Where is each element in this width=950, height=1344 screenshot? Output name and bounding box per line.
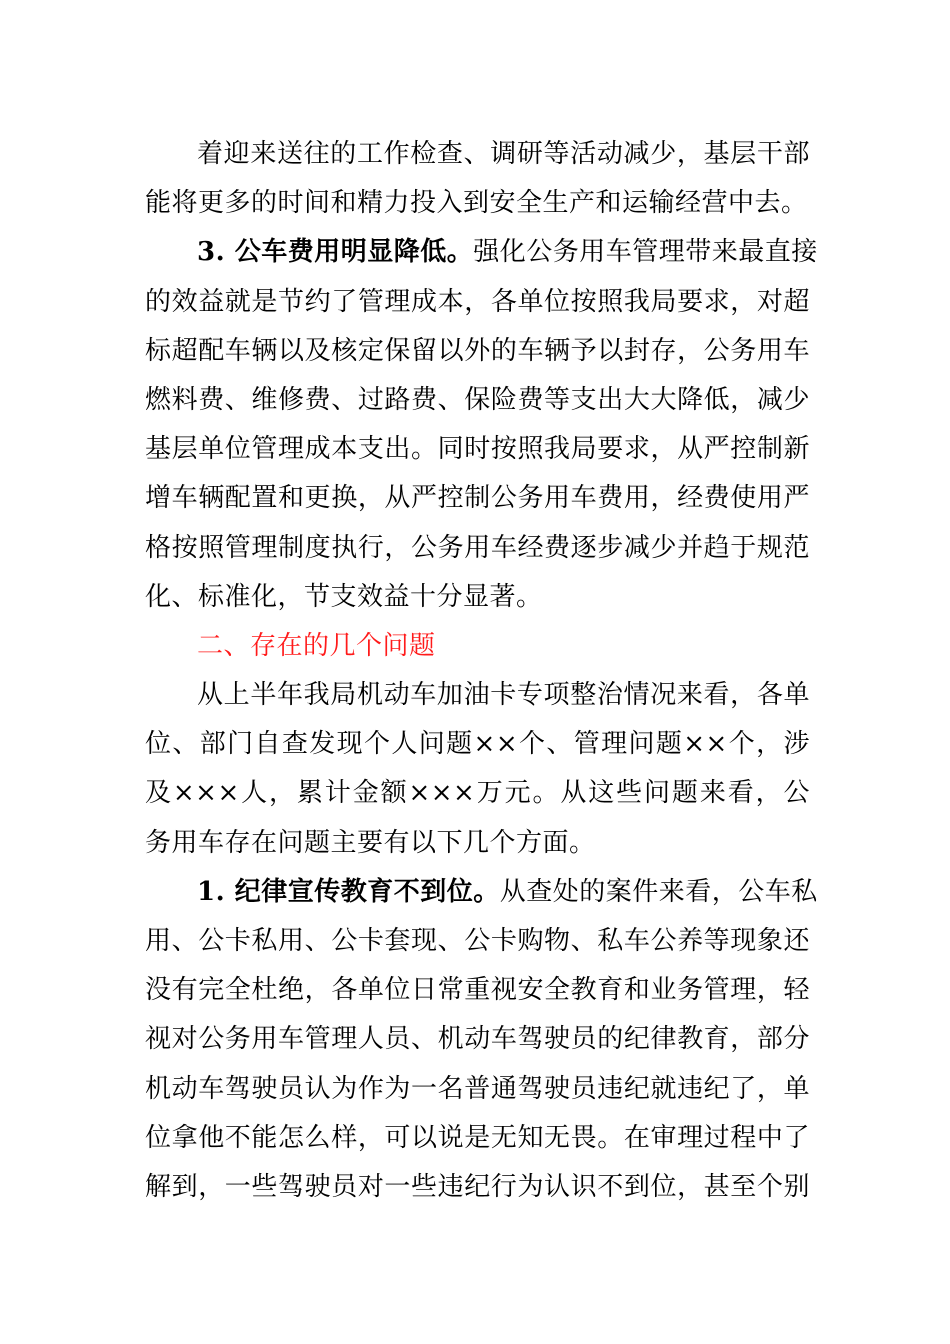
paragraph-line: 用、公卡私用、公卡套现、公卡购物、私车公养等现象还 (145, 926, 810, 956)
paragraph-line: 的效益就是节约了管理成本，各单位按照我局要求，对超 (145, 286, 810, 317)
paragraph-line: 机动车驾驶员认为作为一名普通驾驶员违纪就违纪了，单 (145, 1073, 810, 1104)
paragraph-line: 着迎来送往的工作检查、调研等活动减少，基层干部 (197, 139, 810, 169)
paragraph-line: 位、部门自查发现个人问题××个、管理问题××个，涉 (145, 729, 810, 760)
section-lead-heading: 3. 公车费用明显降低。 (197, 237, 474, 268)
paragraph-line: 增车辆配置和更换，从严控制公务用车费用，经费使用严 (145, 483, 810, 514)
paragraph-line: 位拿他不能怎么样，可以说是无知无畏。在审理过程中了 (145, 1122, 810, 1153)
paragraph-line: 视对公务用车管理人员、机动车驾驶员的纪律教育，部分 (145, 1024, 810, 1055)
paragraph-line: 标超配车辆以及核定保留以外的车辆予以封存，公务用车 (145, 335, 810, 366)
paragraph-first-line (145, 868, 818, 917)
paragraph-line: 基层单位管理成本支出。同时按照我局要求，从严控制新 (145, 434, 810, 465)
paragraph-line: 及×××人，累计金额×××万元。从这些问题来看，公 (145, 778, 810, 809)
section-lead-heading: 1. 纪律宣传教育不到位。 (197, 876, 500, 907)
paragraph-line: 格按照管理制度执行，公务用车经费逐步减少并趋于规范 (145, 532, 810, 563)
document-body (145, 130, 818, 1212)
paragraph-first-line-text: 从查处的案件来看，公车私 (499, 876, 818, 907)
section-heading: 二、存在的几个问题 (197, 630, 436, 661)
paragraph-line: 务用车存在问题主要有以下几个方面。 (145, 827, 596, 858)
paragraph-line: 能将更多的时间和精力投入到安全生产和运输经营中去。 (145, 188, 808, 219)
paragraph-line: 化、标准化，节支效益十分显著。 (145, 581, 543, 612)
paragraph-first-line (145, 228, 818, 277)
paragraph-line: 解到，一些驾驶员对一些违纪行为认识不到位，甚至个别 (145, 1171, 810, 1202)
paragraph-line: 燃料费、维修费、过路费、保险费等支出大大降低，减少 (145, 384, 810, 415)
paragraph-first-line-text: 强化公务用车管理带来最直接 (473, 237, 818, 268)
paragraph-line: 没有完全杜绝，各单位日常重视安全教育和业务管理，轻 (145, 975, 810, 1006)
paragraph-first-line: 从上半年我局机动车加油卡专项整治情况来看，各单 (197, 680, 810, 711)
